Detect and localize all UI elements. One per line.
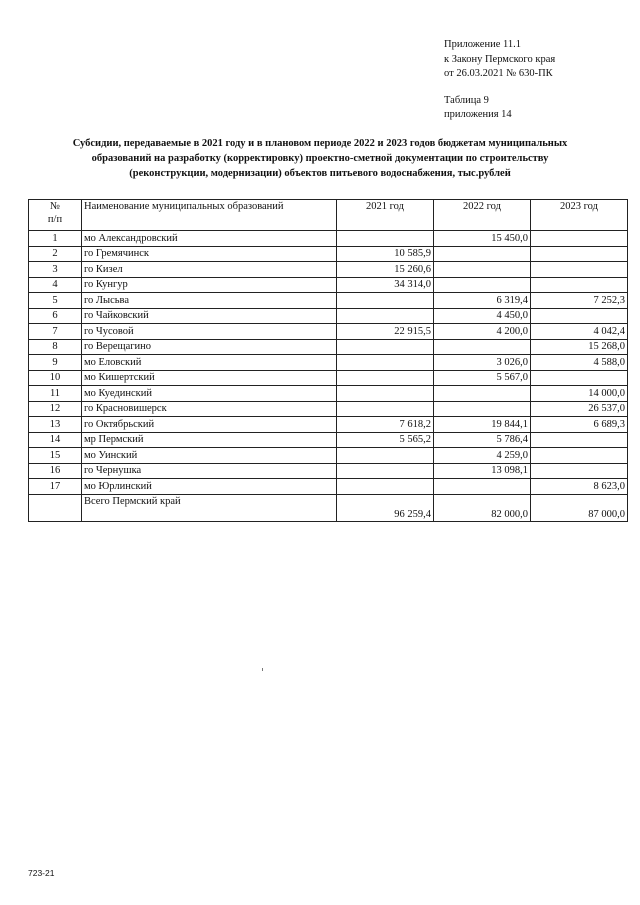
value-2021 [337, 231, 434, 247]
value-2023: 14 000,0 [531, 386, 628, 402]
municipality-name: го Лысьва [82, 293, 337, 309]
row-number: 16 [29, 463, 82, 479]
value-2022 [434, 386, 531, 402]
value-2022 [434, 262, 531, 278]
table-row [29, 417, 628, 433]
municipality-name: го Октябрьский [82, 417, 337, 433]
row-number: 2 [29, 246, 82, 262]
municipality-name: мо Еловский [82, 355, 337, 371]
value-2021: 7 618,2 [337, 417, 434, 433]
appendix-reference: приложения 14 [444, 109, 512, 120]
total-2021: 96 259,4 [337, 494, 434, 521]
value-2023 [531, 308, 628, 324]
municipality-name: мр Пермский [82, 432, 337, 448]
value-2022: 5 567,0 [434, 370, 531, 386]
document-code: 723-21 [28, 868, 55, 878]
value-2021 [337, 463, 434, 479]
value-2022: 4 259,0 [434, 448, 531, 464]
value-2021: 22 915,5 [337, 324, 434, 340]
total-row [29, 494, 628, 521]
table-row [29, 386, 628, 402]
total-label: Всего Пермский край [82, 494, 337, 521]
row-number: 5 [29, 293, 82, 309]
value-2021: 15 260,6 [337, 262, 434, 278]
value-2021 [337, 370, 434, 386]
value-2021 [337, 308, 434, 324]
value-2022: 15 450,0 [434, 231, 531, 247]
municipality-name: го Красновишерск [82, 401, 337, 417]
value-2022 [434, 479, 531, 495]
scan-speck [262, 668, 263, 671]
row-number: 10 [29, 370, 82, 386]
title-line-2: образований на разработку (корректировку) проектно-сметной документации по строительству [91, 153, 549, 164]
table-row [29, 463, 628, 479]
total-2022: 82 000,0 [434, 494, 531, 521]
value-2022 [434, 401, 531, 417]
row-number: 3 [29, 262, 82, 278]
municipality-name: го Верещагино [82, 339, 337, 355]
row-number: 1 [29, 231, 82, 247]
value-2021: 5 565,2 [337, 432, 434, 448]
value-2021 [337, 339, 434, 355]
subsidies-table [28, 199, 628, 522]
value-2023 [531, 463, 628, 479]
law-date-number: от 26.03.2021 № 630-ПК [444, 68, 553, 79]
value-2022 [434, 246, 531, 262]
row-number: 11 [29, 386, 82, 402]
table-row [29, 277, 628, 293]
table-body [29, 231, 628, 522]
appendix-header [444, 38, 555, 123]
law-reference: к Закону Пермского края [444, 53, 556, 65]
row-number: 6 [29, 308, 82, 324]
table-row [29, 432, 628, 448]
row-number: 17 [29, 479, 82, 495]
row-number: 12 [29, 401, 82, 417]
total-2023: 87 000,0 [531, 494, 628, 521]
value-2023 [531, 370, 628, 386]
municipality-name: го Кизел [82, 262, 337, 278]
column-header-name: Наименование муниципальных образований [82, 200, 337, 231]
value-2023: 7 252,3 [531, 293, 628, 309]
table-row [29, 448, 628, 464]
value-2023: 4 588,0 [531, 355, 628, 371]
total-number-cell [29, 494, 82, 521]
value-2023 [531, 231, 628, 247]
table-label: Таблица 9 [444, 94, 489, 106]
table-row [29, 479, 628, 495]
table-row [29, 339, 628, 355]
column-header-number [29, 200, 82, 231]
appendix-title: Приложение 11.1 [444, 39, 521, 50]
title-line-1: Субсидии, передаваемые в 2021 году и в плановом периоде 2022 и 2023 годов бюджетам муниципальных [72, 138, 568, 149]
number-sign: № [49, 201, 61, 212]
value-2023: 15 268,0 [531, 339, 628, 355]
column-header-2022: 2022 год [434, 200, 531, 231]
table-row [29, 324, 628, 340]
municipality-name: го Чусовой [82, 324, 337, 340]
value-2021 [337, 401, 434, 417]
value-2022 [434, 339, 531, 355]
municipality-name: мо Куединский [82, 386, 337, 402]
value-2021 [337, 355, 434, 371]
value-2023 [531, 432, 628, 448]
title-line-3: (реконструкции, модернизации) объектов питьевого водоснабжения, тыс.рублей [129, 168, 511, 179]
table-row [29, 355, 628, 371]
value-2021: 10 585,9 [337, 246, 434, 262]
value-2023 [531, 262, 628, 278]
row-number: 13 [29, 417, 82, 433]
value-2021: 34 314,0 [337, 277, 434, 293]
table-row [29, 401, 628, 417]
row-number: 7 [29, 324, 82, 340]
value-2023: 26 537,0 [531, 401, 628, 417]
table-row [29, 293, 628, 309]
municipality-name: го Чернушка [82, 463, 337, 479]
table-row [29, 262, 628, 278]
municipality-name: мо Александровский [82, 231, 337, 247]
value-2022: 3 026,0 [434, 355, 531, 371]
value-2021 [337, 479, 434, 495]
value-2021 [337, 386, 434, 402]
value-2023 [531, 246, 628, 262]
value-2021 [337, 448, 434, 464]
value-2023: 4 042,4 [531, 324, 628, 340]
number-abbrev: п/п [47, 214, 63, 225]
value-2023 [531, 448, 628, 464]
row-number: 14 [29, 432, 82, 448]
row-number: 4 [29, 277, 82, 293]
document-title [20, 136, 620, 181]
municipality-name: мо Уинский [82, 448, 337, 464]
table-header-row [29, 200, 628, 231]
value-2023: 6 689,3 [531, 417, 628, 433]
column-header-2023: 2023 год [531, 200, 628, 231]
value-2022: 5 786,4 [434, 432, 531, 448]
row-number: 9 [29, 355, 82, 371]
municipality-name: го Гремячинск [82, 246, 337, 262]
column-header-2021: 2021 год [337, 200, 434, 231]
value-2022: 6 319,4 [434, 293, 531, 309]
value-2023 [531, 277, 628, 293]
value-2022: 4 450,0 [434, 308, 531, 324]
value-2022: 4 200,0 [434, 324, 531, 340]
municipality-name: го Чайковский [82, 308, 337, 324]
value-2022: 19 844,1 [434, 417, 531, 433]
table-row [29, 231, 628, 247]
municipality-name: го Кунгур [82, 277, 337, 293]
value-2021 [337, 293, 434, 309]
value-2022 [434, 277, 531, 293]
table-row [29, 246, 628, 262]
municipality-name: мо Кишертский [82, 370, 337, 386]
municipality-name: мо Юрлинский [82, 479, 337, 495]
row-number: 15 [29, 448, 82, 464]
row-number: 8 [29, 339, 82, 355]
value-2022: 13 098,1 [434, 463, 531, 479]
table-row [29, 308, 628, 324]
table-row [29, 370, 628, 386]
value-2023: 8 623,0 [531, 479, 628, 495]
